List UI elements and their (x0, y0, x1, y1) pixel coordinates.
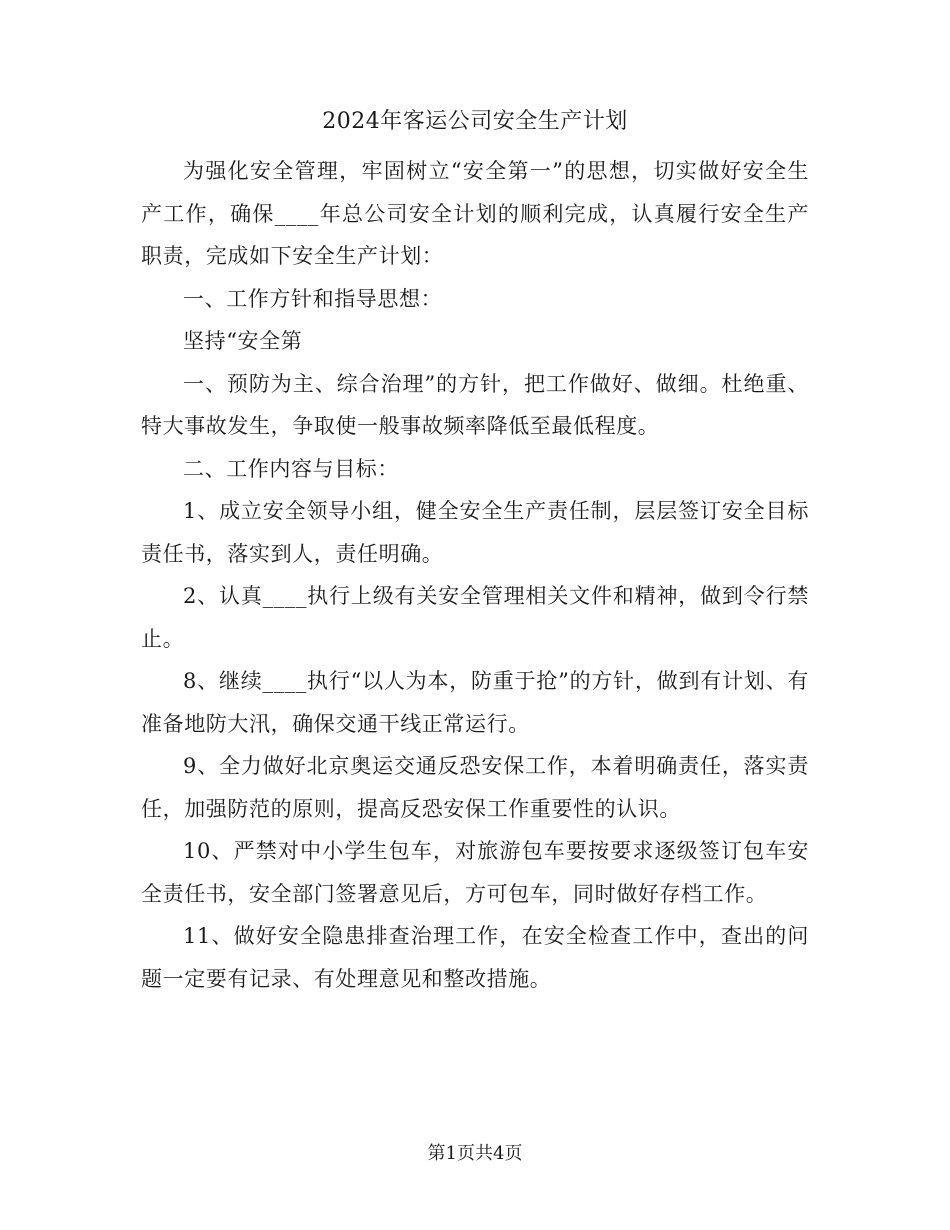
page-number: 第1页共4页 (427, 1143, 523, 1164)
list-item-2: 2、认真____执行上级有关安全管理相关文件和精神，做到令行禁止。 (141, 584, 809, 651)
list-item-9: 9、全力做好北京奥运交通反恐安保工作，本着明确责任，落实责任，加强防范的原则，提高反恐安保工作重要性的认识。 (141, 754, 809, 821)
document-body (141, 150, 809, 1000)
list-item-8: 8、继续____执行“以人为本，防重于抢”的方针，做到有计划、有准备地防大汛，确保交通干线正常运行。 (141, 669, 809, 736)
list-item-1: 1、成立安全领导小组，健全安全生产责任制，层层签订安全目标责任书，落实到人，责任明确。 (141, 499, 809, 566)
list-item-11: 11、做好安全隐患排查治理工作，在安全检查工作中，查出的问题一定要有记录、有处理意见和整改措施。 (141, 924, 809, 991)
paragraph-adhere: 坚持“安全第 (183, 329, 303, 353)
paragraph-policy: 一、预防为主、综合治理”的方针，把工作做好、做细。杜绝重、特大事故发生，争取使一般事故频率降低至最低程度。 (141, 371, 809, 438)
document-title: 2024年客运公司安全生产计划 (322, 109, 628, 134)
section-heading-content: 二、工作内容与目标： (183, 456, 399, 481)
paragraph-intro: 为强化安全管理，牢固树立“安全第一”的思想，切实做好安全生产工作，确保____年总公司安全计划的顺利完成，认真履行安全生产职责，完成如下安全生产计划： (141, 159, 809, 268)
list-item-10: 10、严禁对中小学生包车，对旅游包车要按要求逐级签订包车安全责任书，安全部门签署意见后，方可包车，同时做好存档工作。 (141, 839, 809, 906)
section-heading-guidelines: 一、工作方针和指导思想： (183, 286, 443, 311)
